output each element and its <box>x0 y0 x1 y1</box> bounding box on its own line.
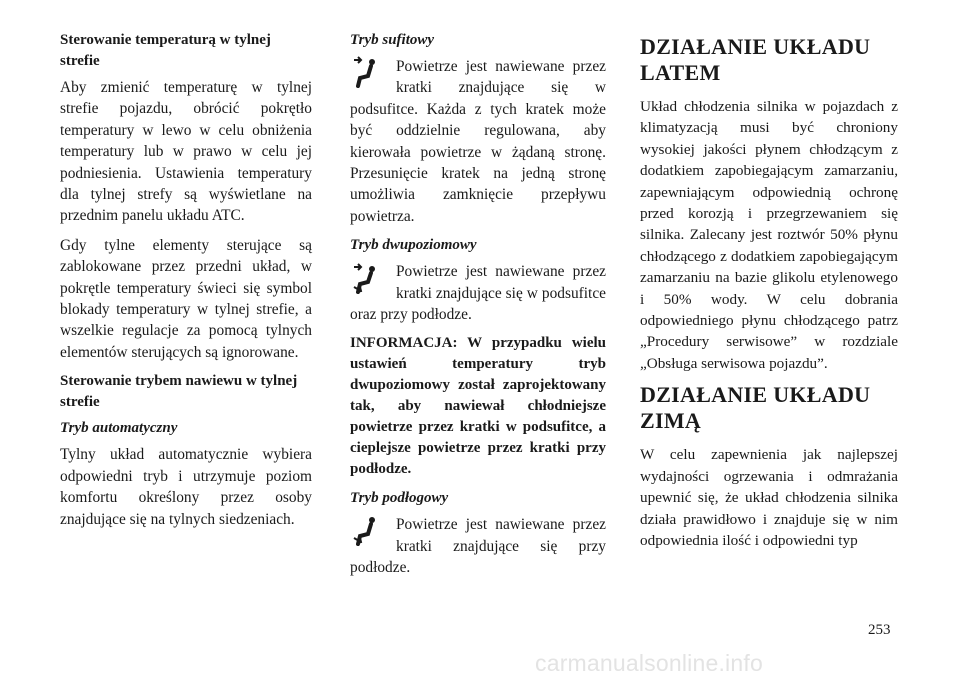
rear-mode-heading: Sterowanie trybem nawiewu w tylnej strefie <box>60 373 298 411</box>
auto-mode-paragraph: Tylny układ automatycznie wybiera odpowiedni tryb i utrzymuje poziom komfortu określony przez osoby znajdujące się na tylnych siedzeniach. <box>60 446 312 528</box>
bilevel-mode-paragraph: Powietrze jest nawiewane przez kratki znajdujące się w podsufitce oraz przy podłodze. <box>350 263 606 324</box>
floor-mode-block <box>350 514 606 578</box>
ceiling-mode-block <box>350 56 606 227</box>
summer-operation-paragraph: Układ chłodzenia silnika w pojazdach z klimatyzacją musi być chroniony wysokiej jakości płynem chłodzącym z dodatkiem zapobiegającym zamarzaniu, zapewniającym odpowiednią ochronę przed korozją i przegrzewaniem się silnika. Zalecany jest roztwór 50% płynu chłodzącego z dodatkiem zapobiegającym zamarzaniu na bazie glikolu etylenowego i 50% wody. W celu dobrania odpowiedniego płynu chłodzącego patrz „Procedury serwisowe” w rozdziale „Obsługa serwisowa pojazdu”. <box>640 98 898 372</box>
floor-mode-paragraph: Powietrze jest nawiewane przez kratki znajdujące się przy podłodze. <box>350 516 606 577</box>
floor-mode-title: Tryb podłogowy <box>350 490 449 507</box>
winter-operation-paragraph: W celu zapewnienia jak najlepszej wydajności ogrzewania i odmrażania upewnić się, że układ chłodzenia silnika działa prawidłowo i znajduje się w nim odpowiednia ilość i odpowiedni typ <box>640 446 898 549</box>
info-note: INFORMACJA: W przypadku wielu ustawień temperatury tryb dwupoziomowy został zaprojektowany tak, aby nawiewał chłodniejsze powietrze przez kratki w podsufitce, a cieplejsze powietrze przez kratki przy podłodze. <box>350 335 606 478</box>
watermark: carmanualsonline.info <box>535 650 763 676</box>
middle-column <box>350 30 606 587</box>
summer-operation-heading: DZIAŁANIE UKŁADU LATEM <box>640 34 871 85</box>
bilevel-mode-icon <box>350 261 394 297</box>
ceiling-mode-icon <box>350 56 394 92</box>
bilevel-mode-block <box>350 261 606 325</box>
rear-lock-paragraph: Gdy tylne elementy sterujące są zablokowane przez przedni układ, w pokrętle temperatury świeci się symbol blokady temperatury w tylnej strefie, a wszelkie regulacje za pomocą tylnych elementów sterujących są ignorowane. <box>60 236 312 361</box>
auto-mode-title: Tryb automatyczny <box>60 420 178 437</box>
right-column <box>640 30 898 559</box>
rear-temperature-paragraph: Aby zmienić temperaturę w tylnej strefie pojazdu, obrócić pokrętło temperatury w lewo w celu obniżenia temperatury lub w prawo w celu jej podniesienia. Ustawienia temperatury dla tylnej strefy są wyświetlane na przednim panelu układu ATC. <box>60 79 312 225</box>
ceiling-mode-paragraph: Powietrze jest nawiewane przez kratki znajdujące się w podsufitce. Każda z tych kratek może być oddzielnie regulowana, aby kierowała powietrze w żądaną stronę. Przesunięcie kratek na jedną stronę umożliwia zamknięcie przepływu powietrza. <box>350 58 606 225</box>
bilevel-mode-title: Tryb dwupoziomowy <box>350 237 477 254</box>
page-number: 253 <box>868 622 891 638</box>
ceiling-mode-title: Tryb sufitowy <box>350 32 435 48</box>
winter-operation-heading: DZIAŁANIE UKŁADU ZIMĄ <box>640 382 871 434</box>
rear-temperature-heading: Sterowanie temperaturą w tylnej strefie <box>60 32 271 69</box>
floor-mode-icon <box>350 514 394 550</box>
left-column <box>60 30 312 538</box>
